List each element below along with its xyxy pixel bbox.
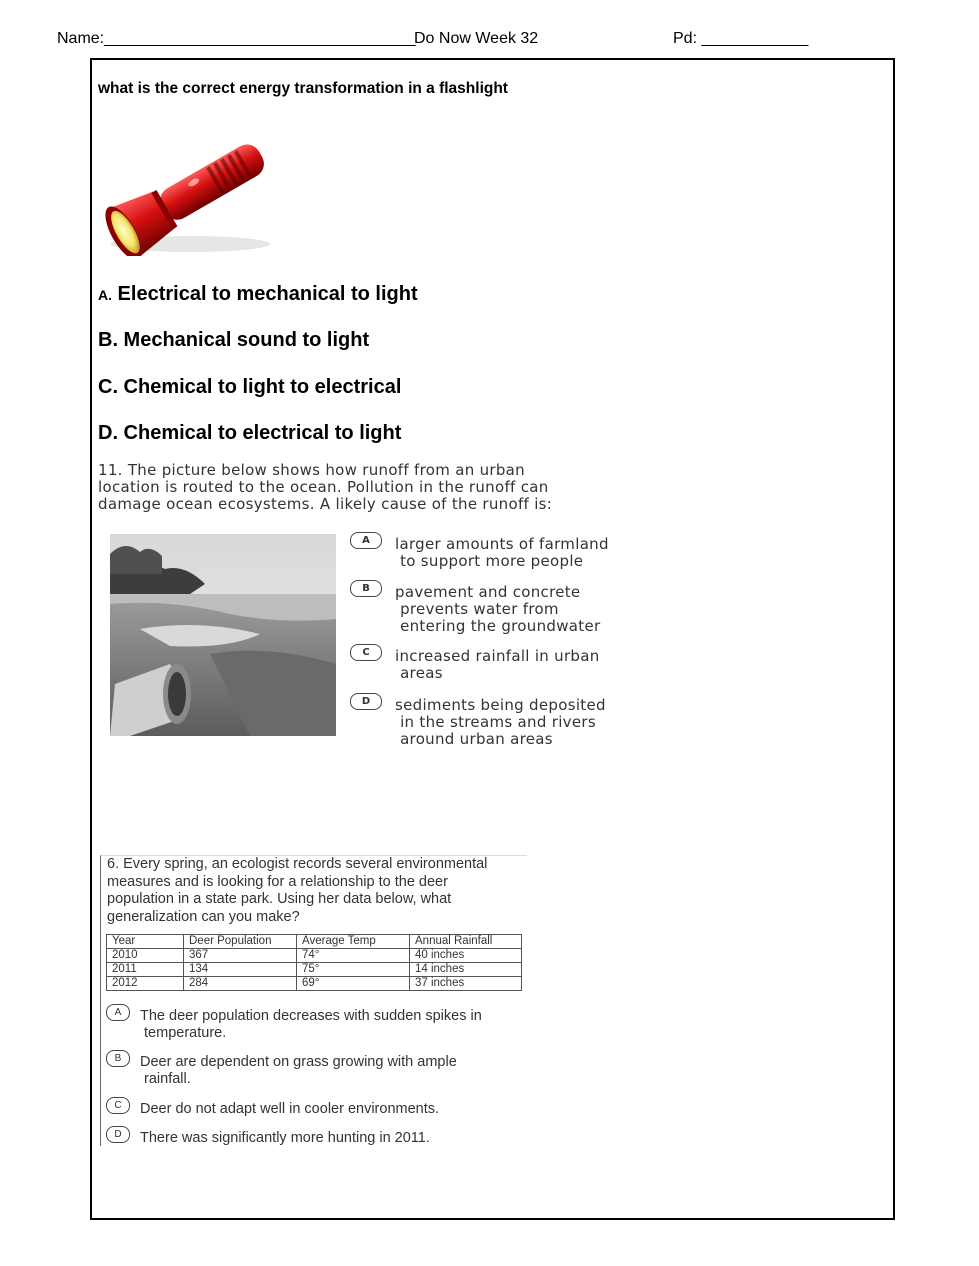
- q6-bubble-b[interactable]: B: [106, 1050, 130, 1067]
- q11-bubble-d[interactable]: D: [350, 693, 382, 710]
- table-header-cell: Year: [107, 935, 184, 949]
- name-field-label: Name:___________________________________: [57, 30, 416, 47]
- deer-data-table: [106, 934, 522, 991]
- q11-choice-b-text: pavement and concrete prevents water from entering the groundwater: [395, 583, 601, 635]
- table-cell: 284: [184, 977, 297, 991]
- question-11-line: 11. The picture below shows how runoff from an urban: [98, 461, 525, 479]
- q6-bubble-c[interactable]: C: [106, 1097, 130, 1114]
- question-11-line: location is routed to the ocean. Pollution in the runoff can: [98, 478, 549, 496]
- flashlight-illustration: [100, 126, 278, 256]
- q11-choice-d-text: sediments being deposited in the streams and rivers around urban areas: [395, 696, 606, 748]
- question-6-line: population in a state park. Using her data below, what: [107, 891, 452, 907]
- table-header-cell: Deer Population: [184, 935, 297, 949]
- question-6-line: generalization can you make?: [107, 908, 300, 925]
- q1-choice-b[interactable]: B. Mechanical sound to light: [98, 329, 370, 351]
- table-cell: 134: [184, 963, 297, 977]
- table-cell: 37 inches: [410, 977, 522, 991]
- question-6-line: measures and is looking for a relationship to the deer: [107, 873, 448, 890]
- q6-choice-d-text: There was significantly more hunting in 2011.: [140, 1130, 430, 1146]
- q1-choice-a-text: Electrical to mechanical to light: [112, 283, 418, 305]
- table-cell: 74°: [297, 949, 410, 963]
- question-1-text: what is the correct energy transformation in a flashlight: [98, 80, 508, 97]
- table-cell: 69°: [297, 977, 410, 991]
- question-6-text: [107, 856, 487, 926]
- table-cell: 367: [184, 949, 297, 963]
- q1-choice-a-letter: A.: [98, 287, 112, 303]
- table-cell: 14 inches: [410, 963, 522, 977]
- q11-choice-a-text: larger amounts of farmland to support more people: [395, 535, 609, 570]
- table-cell: 75°: [297, 963, 410, 977]
- table-cell: 2012: [107, 977, 184, 991]
- runoff-pipe-photo: [110, 534, 336, 736]
- table-header-cell: Average Temp: [297, 935, 410, 949]
- question-11-line: damage ocean ecosystems. A likely cause of the runoff is:: [98, 495, 553, 513]
- table-header-row: [107, 935, 522, 949]
- table-row: [107, 949, 522, 963]
- q1-choice-d[interactable]: D. Chemical to electrical to light: [98, 422, 402, 444]
- question-6-line: 6. Every spring, an ecologist records several environmental: [107, 856, 488, 872]
- table-header-cell: Annual Rainfall: [410, 935, 522, 949]
- table-row: [107, 963, 522, 977]
- table-cell: 40 inches: [410, 949, 522, 963]
- q6-bubble-d[interactable]: D: [106, 1126, 130, 1143]
- question-11-text: [98, 462, 552, 513]
- q11-choice-c-text: increased rainfall in urban areas: [395, 647, 600, 682]
- table-cell: 2010: [107, 949, 184, 963]
- q11-bubble-a[interactable]: A: [350, 532, 382, 549]
- q6-choice-c-text: Deer do not adapt well in cooler environments.: [140, 1101, 440, 1117]
- q11-bubble-b[interactable]: B: [350, 580, 382, 597]
- period-field-label: Pd: ____________: [673, 30, 809, 47]
- q11-bubble-c[interactable]: C: [350, 644, 382, 661]
- q1-choice-c[interactable]: C. Chemical to light to electrical: [98, 376, 402, 398]
- table-cell: 2011: [107, 963, 184, 977]
- q6-choice-a-text: The deer population decreases with sudden spikes in temperature.: [140, 1008, 482, 1041]
- q1-choice-a[interactable]: [98, 283, 418, 306]
- table-row: [107, 977, 522, 991]
- q6-bubble-a[interactable]: A: [106, 1004, 130, 1021]
- worksheet-title: Do Now Week 32: [414, 30, 539, 47]
- q6-choice-b-text: Deer are dependent on grass growing with ample rainfall.: [140, 1054, 457, 1087]
